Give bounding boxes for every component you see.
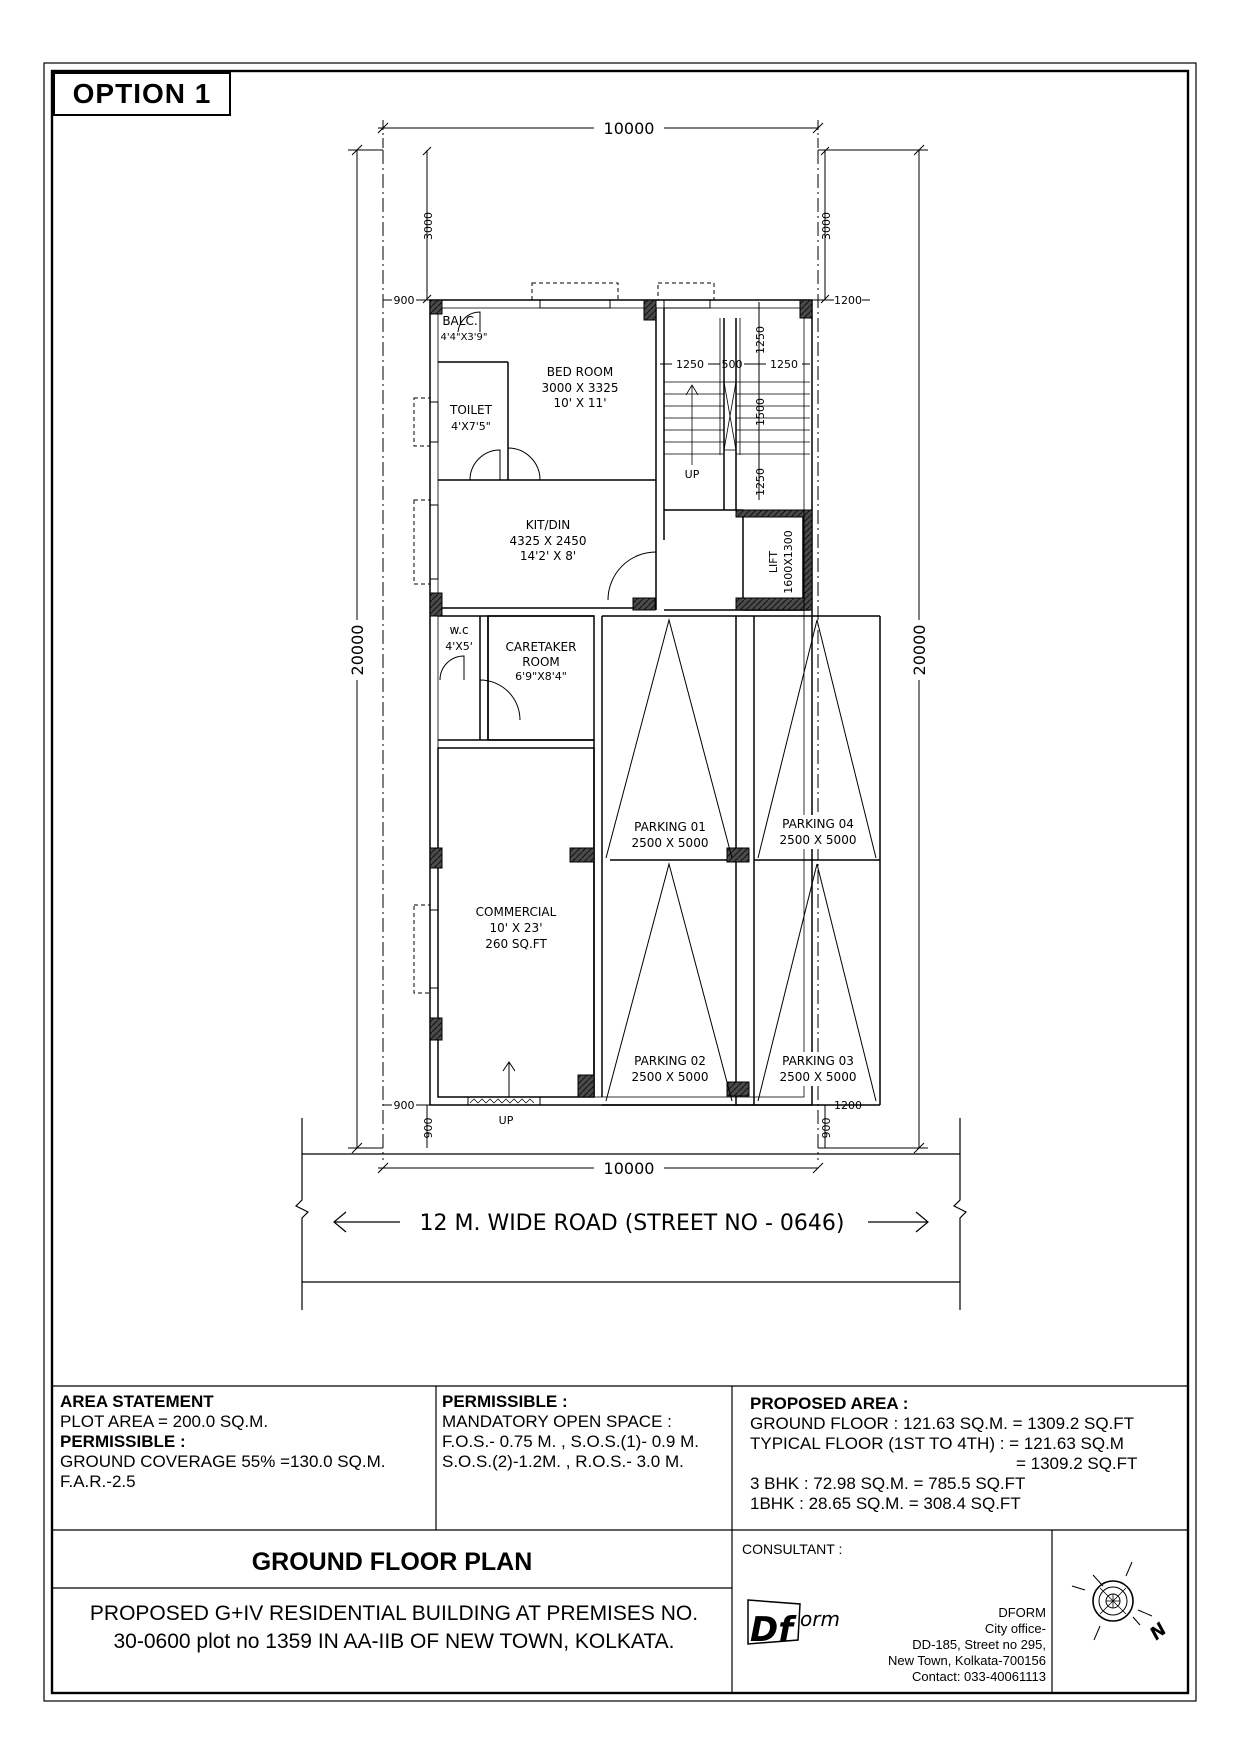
parking-04-size: 2500 X 5000: [779, 833, 857, 847]
parking-01-name: PARKING 01: [634, 820, 706, 834]
toilet-size: 4'X7'5": [451, 420, 491, 433]
wc-size: 4'X5': [445, 640, 473, 653]
caretaker-size: 6'9"X8'4": [515, 670, 567, 683]
logo-df: Df: [750, 1610, 794, 1650]
north-compass: [1072, 1562, 1152, 1640]
lift-size: 1600X1300: [782, 530, 795, 594]
dim-side-right-top: 1200: [834, 294, 862, 307]
dim-stair-landing: 1500: [754, 398, 767, 426]
permissible-subheading: PERMISSIBLE :: [60, 1432, 186, 1451]
wc-name: w.c: [449, 623, 469, 637]
walls: [430, 300, 880, 1105]
parking-01-size: 2500 X 5000: [631, 836, 709, 850]
balcony-name: BALC.: [442, 314, 478, 328]
dim-left-length: 20000: [348, 624, 367, 676]
dim-front-setback-right: 3000: [820, 212, 833, 240]
area-statement: [60, 1392, 432, 1492]
caretaker-name-2: ROOM: [522, 655, 560, 669]
consultant-address-2: New Town, Kolkata-700156: [887, 1653, 1046, 1668]
open-space-heading: MANDATORY OPEN SPACE :: [442, 1412, 672, 1431]
open-space-line-2: S.O.S.(2)-1.2M. , R.O.S.- 3.0 M.: [442, 1452, 684, 1471]
dim-stair-flight-2: 1250: [754, 468, 767, 496]
parking-02-size: 2500 X 5000: [631, 1070, 709, 1084]
stair-treads: [664, 318, 810, 465]
bedroom-name: BED ROOM: [546, 365, 614, 379]
dim-front-setback-left: 3000: [422, 212, 435, 240]
bedroom-size-mm: 3000 X 3325: [541, 381, 619, 395]
commercial-name: COMMERCIAL: [475, 905, 557, 919]
project-line-1: PROPOSED G+IV RESIDENTIAL BUILDING AT PREMISES NO.: [89, 1602, 699, 1625]
option-label: OPTION 1: [53, 72, 231, 116]
consultant-address: [840, 1605, 1046, 1685]
dim-stair-gap: 500: [721, 358, 743, 371]
consultant-label: CONSULTANT :: [742, 1541, 843, 1557]
lift-name: LIFT: [767, 550, 780, 574]
plot-area: PLOT AREA = 200.0 SQ.M.: [60, 1412, 269, 1431]
parking-04-name: PARKING 04: [782, 817, 854, 831]
proposed-typical-floor: TYPICAL FLOOR (1ST TO 4TH) : = 121.63 SQ.M: [750, 1434, 1124, 1453]
room-labels: [441, 314, 796, 1127]
proposed-typical-floor-sqft: = 1309.2 SQ.FT: [1016, 1454, 1138, 1473]
consultant-name: DFORM: [998, 1605, 1046, 1620]
dim-stair-flight-1: 1250: [754, 326, 767, 354]
north-label: N: [1145, 1618, 1171, 1645]
stair-up-label: UP: [684, 468, 700, 481]
dim-stair-run-2: 1250: [770, 358, 798, 371]
road-label: 12 M. WIDE ROAD (STREET NO - 0646): [419, 1211, 845, 1236]
open-space-line-1: F.O.S.- 0.75 M. , S.O.S.(1)- 0.9 M.: [442, 1432, 699, 1451]
kitchen-size-mm: 4325 X 2450: [509, 534, 587, 548]
kitchen-name: KIT/DIN: [525, 518, 571, 532]
consultant-contact: Contact: 033-40061113: [912, 1669, 1046, 1684]
far: F.A.R.-2.5: [60, 1472, 136, 1491]
dim-side-right-bottom: 1200: [834, 1099, 862, 1112]
setback-labels: [392, 212, 862, 1139]
dim-stair-run-1: 1250: [676, 358, 704, 371]
dim-bottom-setback-left: 900: [422, 1117, 435, 1139]
toilet-name: TOILET: [450, 403, 492, 417]
proposed-1bhk: 1BHK : 28.65 SQ.M. = 308.4 SQ.FT: [750, 1494, 1021, 1513]
consultant-logo: [748, 1600, 840, 1650]
proposed-ground-floor: GROUND FLOOR : 121.63 SQ.M. = 1309.2 SQ.FT: [750, 1414, 1135, 1433]
ground-coverage: GROUND COVERAGE 55% =130.0 SQ.M.: [60, 1452, 386, 1471]
dim-right-length: 20000: [910, 624, 929, 676]
kitchen-size-ft: 14'2' X 8': [519, 549, 577, 563]
balcony-size: 4'4"X3'9": [440, 332, 488, 343]
project-line-2: 30-0600 plot no 1359 IN AA-IIB OF NEW TOWN, KOLKATA.: [113, 1630, 675, 1653]
permissible-block: [442, 1392, 730, 1472]
proposed-3bhk: 3 BHK : 72.98 SQ.M. = 785.5 SQ.FT: [750, 1474, 1026, 1493]
commercial-size: 10' X 23': [489, 921, 543, 935]
area-statement-heading: AREA STATEMENT: [60, 1392, 214, 1411]
commercial-area: 260 SQ.FT: [485, 937, 547, 951]
entry-steps-pattern: [470, 1099, 534, 1103]
permissible-heading: PERMISSIBLE :: [442, 1392, 568, 1411]
caretaker-name-1: CARETAKER: [505, 640, 577, 654]
drawing-title: GROUND FLOOR PLAN: [251, 1548, 533, 1576]
dim-side-left-bottom: 900: [393, 1099, 415, 1112]
entry-up-label: UP: [498, 1114, 514, 1127]
parking-03-size: 2500 X 5000: [779, 1070, 857, 1084]
dim-bottom-setback-right: 900: [820, 1117, 833, 1139]
parking-02-name: PARKING 02: [634, 1054, 706, 1068]
parking-03-name: PARKING 03: [782, 1054, 854, 1068]
dim-side-left-top: 900: [393, 294, 415, 307]
dim-top-width: 10000: [603, 119, 655, 138]
bedroom-size-ft: 10' X 11': [553, 396, 607, 410]
consultant-office: City office-: [984, 1621, 1046, 1636]
proposed-area: [750, 1394, 1186, 1514]
dim-bottom-width: 10000: [603, 1159, 655, 1178]
proposed-area-heading: PROPOSED AREA :: [750, 1394, 909, 1413]
logo-script: orm: [800, 1607, 840, 1631]
dimension-lines: [348, 120, 928, 1173]
project-description: [56, 1600, 732, 1656]
consultant-address-1: DD-185, Street no 295,: [912, 1637, 1046, 1652]
